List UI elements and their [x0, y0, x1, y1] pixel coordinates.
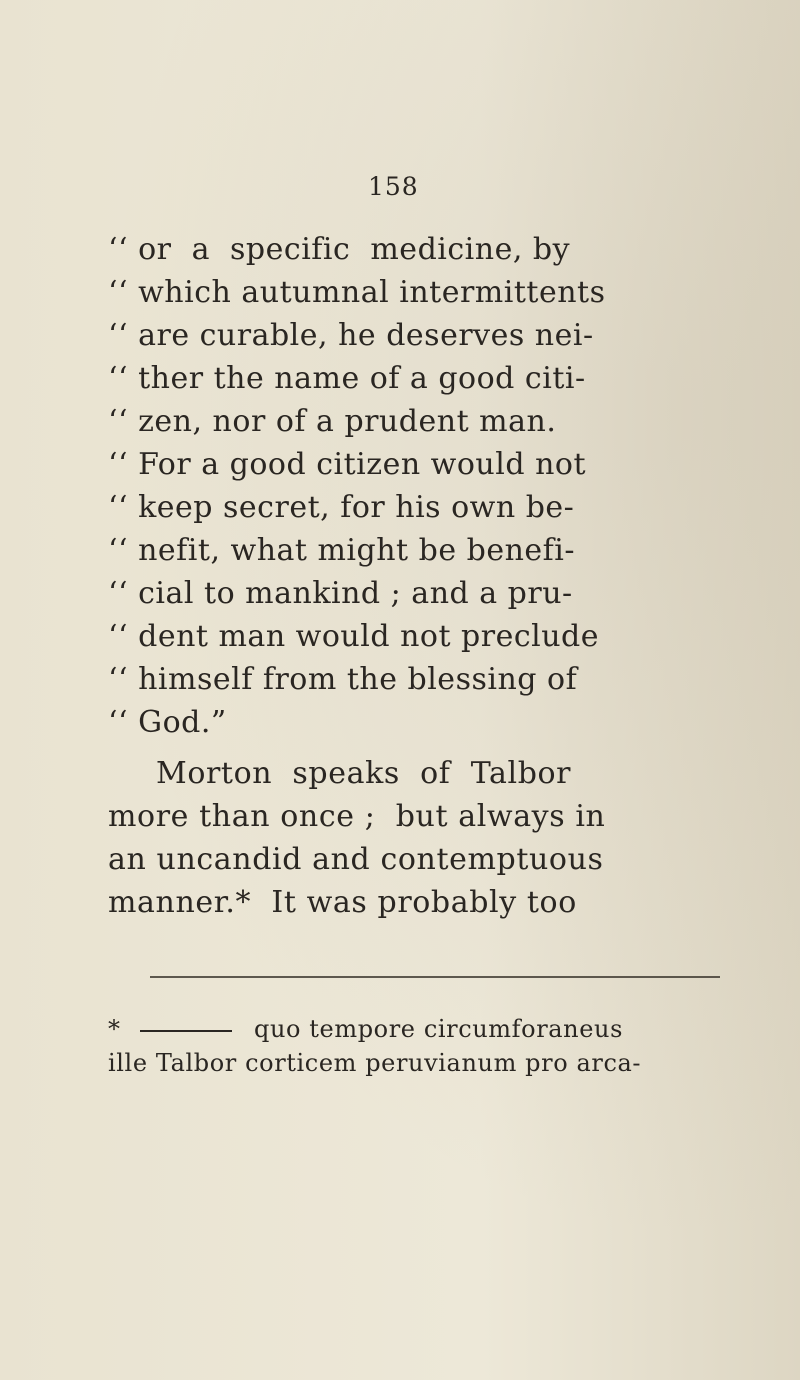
- quote-line: ‘‘ ther the name of a good citi-: [108, 361, 586, 396]
- paragraph-line: manner.* It was probably too: [108, 885, 577, 920]
- quotation-block: [108, 228, 708, 744]
- footnote: [108, 1012, 748, 1080]
- footnote-dash: [140, 1030, 232, 1032]
- quote-line: ‘‘ For a good citizen would not: [108, 447, 587, 482]
- paragraph-line: more than once ; but always in: [108, 799, 606, 834]
- quote-line: ‘‘ God.”: [108, 705, 227, 740]
- footnote-line: [108, 1012, 748, 1046]
- quote-line: ‘‘ zen, nor of a prudent man.: [108, 404, 557, 439]
- page-number: 158: [368, 172, 419, 201]
- quote-line: ‘‘ which autumnal intermittents: [108, 275, 606, 310]
- paragraph-line: Morton speaks of Talbor: [156, 756, 572, 791]
- footnote-line: ille Talbor corticem peruvianum pro arca-: [108, 1049, 642, 1077]
- footnote-text: quo tempore circumforaneus: [254, 1015, 624, 1043]
- quote-line: ‘‘ cial to mankind ; and a pru-: [108, 576, 573, 611]
- quote-line: ‘‘ keep secret, for his own be-: [108, 490, 575, 525]
- quote-line: ‘‘ or a specific medicine, by: [108, 232, 571, 267]
- footnote-divider: [150, 976, 720, 978]
- quote-line: ‘‘ himself from the blessing of: [108, 662, 578, 697]
- quote-line: ‘‘ nefit, what might be benefi-: [108, 533, 576, 568]
- footnote-marker: *: [108, 1015, 121, 1043]
- body-paragraph: [108, 752, 718, 924]
- quote-line: ‘‘ are curable, he deserves nei-: [108, 318, 594, 353]
- quote-line: ‘‘ dent man would not preclude: [108, 619, 600, 654]
- paragraph-line: an uncandid and contemptuous: [108, 842, 604, 877]
